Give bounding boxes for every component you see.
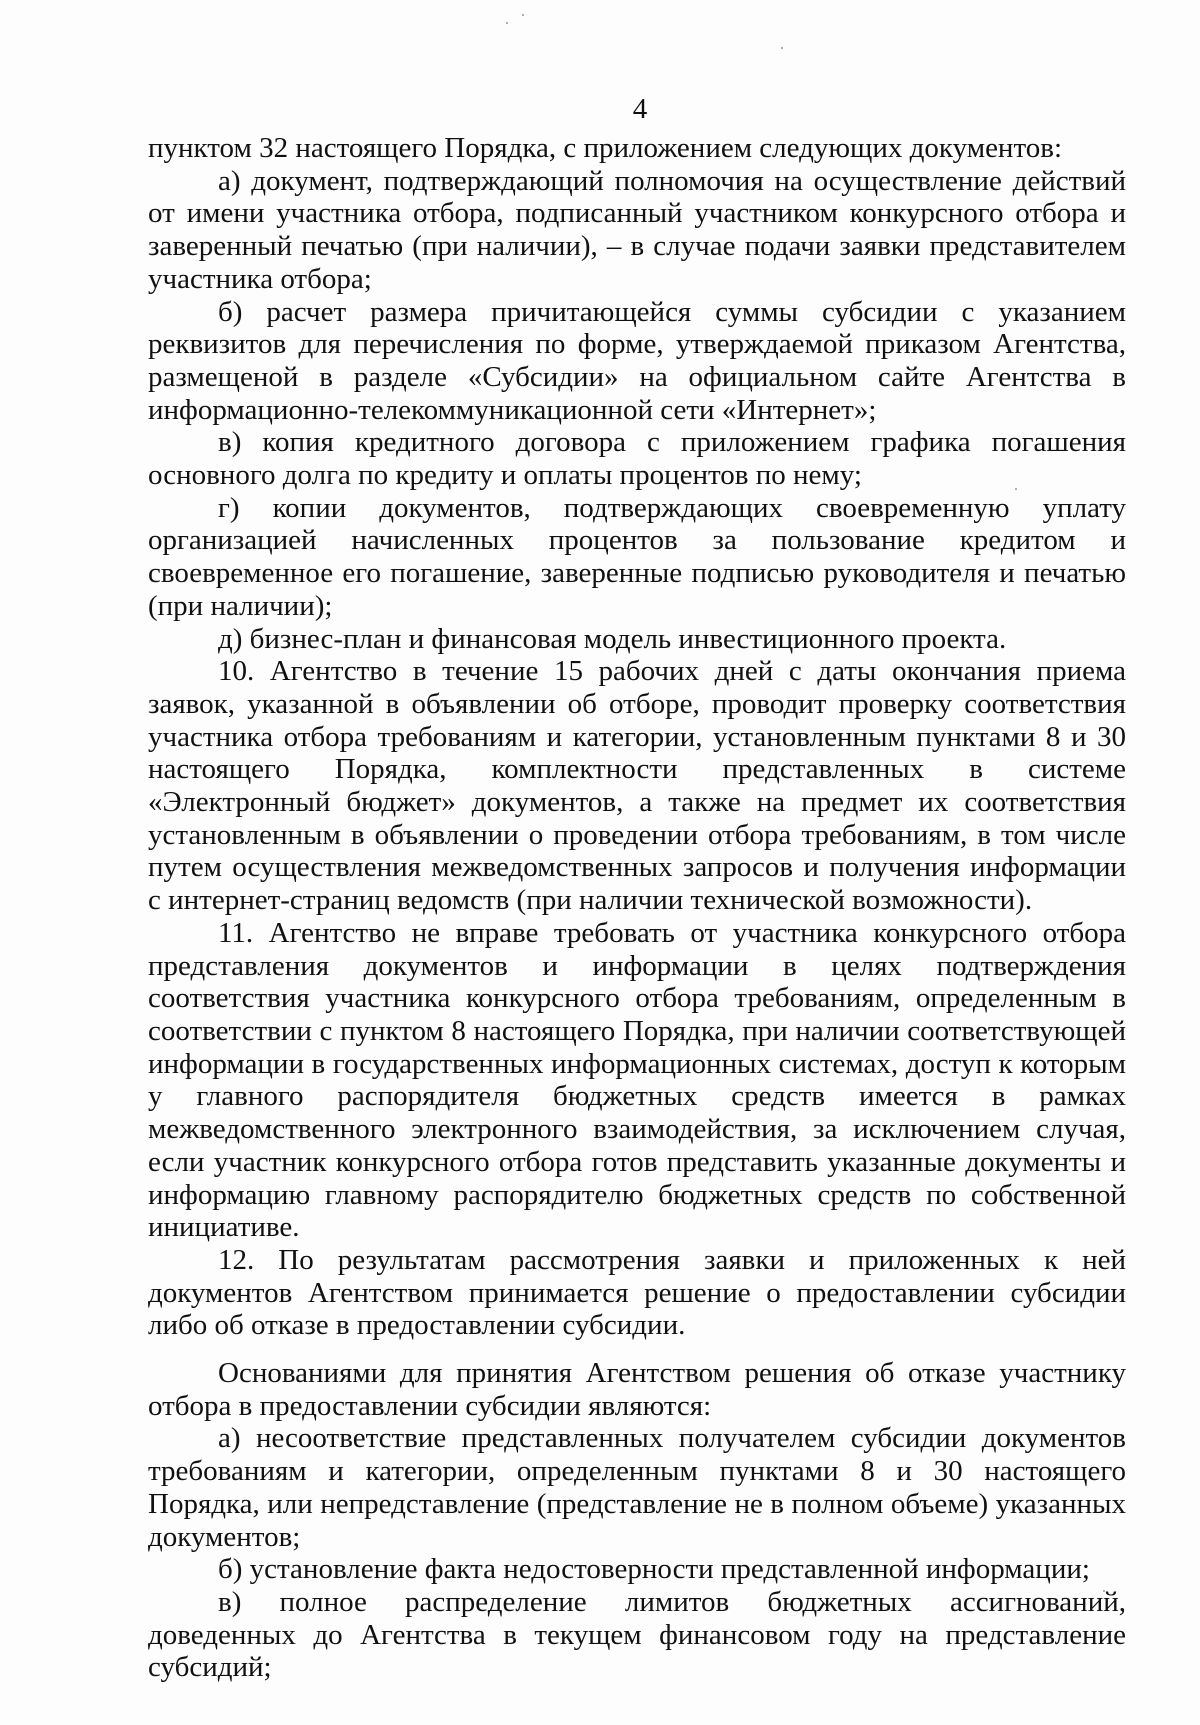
list-item-a-authority-document: а) документ, подтверждающий полномочия на осуществление действий от имени участника отбора, подписанный участником конкурсного отбора и заверенный печатью (при наличии), – в случае подачи заявки представителем участника отбора; <box>148 164 1126 295</box>
refusal-ground-v: в) полное распределение лимитов бюджетных ассигнований, доведенных до Агентства в текущем финансовом году на представление субсидий; <box>148 1585 1126 1684</box>
list-item-b-subsidy-calculation: б) расчет размера причитающейся суммы субсидии с указанием реквизитов для перечисления по форме, утверждаемой приказом Агентства, размещеной в разделе «Субсидии» на официальном сайте Агентства в информационно-телекоммуникационной сети «Интернет»; <box>148 295 1126 426</box>
refusal-ground-a: а) несоответствие представленных получателем субсидии документов требованиям и категории, определенным пунктами 8 и 30 настоящего Порядка, или непредставление (представление не в полном объеме) указанных документов; <box>148 1422 1126 1553</box>
refusal-ground-b: б) установление факта недостоверности представленной информации; <box>218 1553 1090 1586</box>
scan-speck <box>781 47 783 49</box>
clause-11: 11. Агентство не вправе требовать от участника конкурсного отбора представления документов и информации в целях подтверждения соответствия участника конкурсного отбора требованиям, определенным в соответствии с пунктом 8 настоящего Порядка, при наличии соответствующей информации в государственных информационных системах, доступ к которым у главного распорядителя бюджетных средств имеется в рамках межведомственного электронного взаимодействия, за исключением случая, если участник конкурсного отбора готов представить указанные документы и информацию главному распорядителю бюджетных средств по собственной инициативе. <box>148 916 1126 1244</box>
body-text <box>148 132 1126 1684</box>
scan-speck <box>522 14 524 16</box>
page-number: 4 <box>632 93 648 125</box>
clause-10: 10. Агентство в течение 15 рабочих дней с даты окончания приема заявок, указанной в объявлении об отборе, проводит проверку соответствия участника отбора требованиям и категории, установленным пунктами 8 и 30 настоящего Порядка, комплектности представленных в системе «Электронный бюджет» документов, а также на предмет их соответствия установленным в объявлении о проведении отбора требованиям, в том числе путем осуществления межведомственных запросов и получения информации с интернет-страниц ведомств (при наличии технической возможности). <box>148 655 1126 917</box>
list-item-v-credit-agreement-copy: в) копия кредитного договора с приложением графика погашения основного долга по кредиту и оплаты процентов по нему; <box>148 426 1126 492</box>
list-item-d-business-plan: д) бизнес-план и финансовая модель инвестиционного проекта. <box>218 622 1007 655</box>
scan-speck <box>506 22 508 24</box>
paragraph-continuation: пунктом 32 настоящего Порядка, с приложением следующих документов: <box>148 132 1062 164</box>
refusal-grounds-intro: Основаниями для принятия Агентством решения об отказе участнику отбора в предоставлении субсидии являются: <box>148 1357 1126 1422</box>
clause-12: 12. По результатам рассмотрения заявки и приложенных к ней документов Агентством принимается решение о предоставлении субсидии либо об отказе в предоставлении субсидии. <box>148 1243 1126 1342</box>
list-item-g-payment-documents: г) копии документов, подтверждающих своевременную уплату организацией начисленных процентов за пользование кредитом и своевременное его погашение, заверенные подписью руководителя и печатью (при наличии); <box>148 491 1126 622</box>
